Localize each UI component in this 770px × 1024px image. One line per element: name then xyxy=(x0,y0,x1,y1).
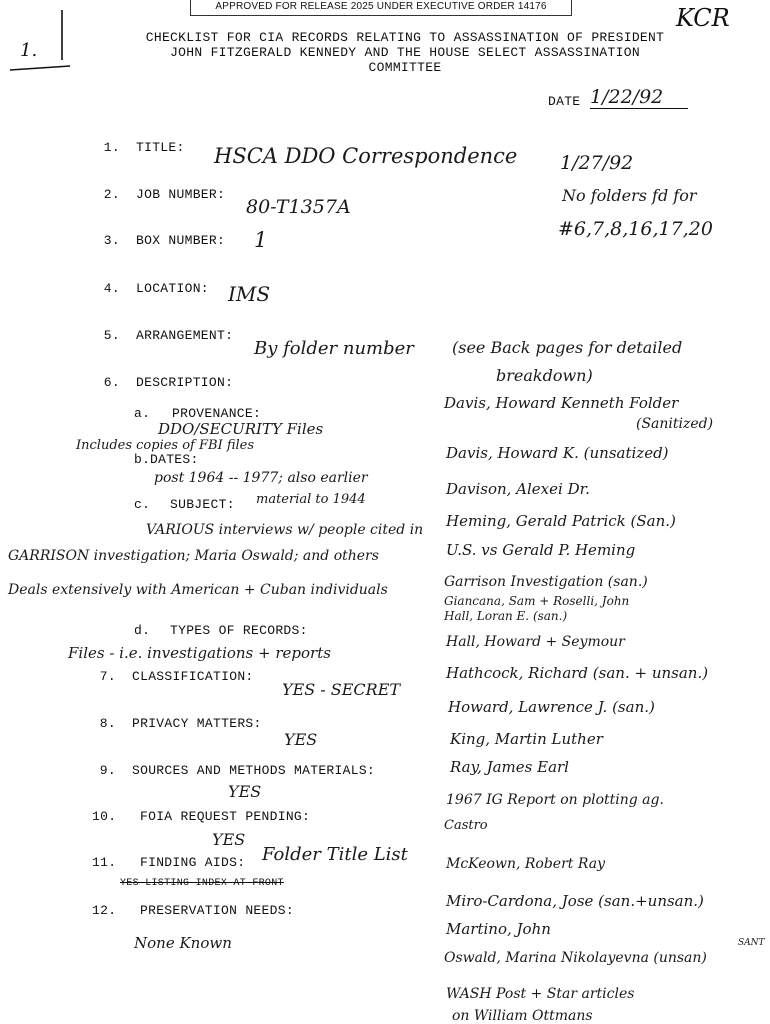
header-line-3: COMMITTEE xyxy=(368,60,442,75)
folder-list-annotation: SANT xyxy=(738,938,765,948)
box-number-value: 1 xyxy=(254,228,268,252)
subject-letter: c. xyxy=(134,497,151,512)
folder-list-item: Ray, James Earl xyxy=(450,758,569,776)
folder-list-item: Howard, Lawrence J. (san.) xyxy=(448,698,655,716)
provenance-value: DDO/SECURITY Files xyxy=(158,420,324,438)
title-value: HSCA DDO Correspondence xyxy=(214,144,518,168)
date-value: 1/22/92 xyxy=(590,86,688,109)
classification-label: CLASSIFICATION: xyxy=(132,669,254,684)
folder-list-item: Hall, Howard + Seymour xyxy=(446,634,625,650)
item-number-4: 4. xyxy=(103,281,120,296)
location-label: LOCATION: xyxy=(136,281,209,296)
sources-value: YES xyxy=(228,782,262,801)
item-number-6: 6. xyxy=(103,375,120,390)
item-number-5: 5. xyxy=(103,328,120,343)
folder-list-item: Heming, Gerald Patrick (San.) xyxy=(446,512,676,530)
folder-list-item: Miro-Cardona, Jose (san.+unsan.) xyxy=(446,892,704,910)
checklist-header xyxy=(60,30,750,75)
subject-value-2: GARRISON investigation; Maria Oswald; and others xyxy=(8,548,379,564)
title-label: TITLE: xyxy=(136,140,185,155)
folder-list-item: 1967 IG Report on plotting ag. xyxy=(446,792,664,808)
folder-list-item: WASH Post + Star articles xyxy=(446,986,635,1002)
side-note-line-2: No folders fd for xyxy=(562,186,697,205)
preservation-label: PRESERVATION NEEDS: xyxy=(140,903,294,918)
types-label: TYPES OF RECORDS: xyxy=(170,623,308,638)
item-number-10: 10. xyxy=(92,809,117,824)
item-number-7: 7. xyxy=(99,669,116,684)
foia-value: YES xyxy=(212,830,246,849)
sources-label: SOURCES AND METHODS MATERIALS: xyxy=(132,763,376,778)
header-line-2: JOHN FITZGERALD KENNEDY AND THE HOUSE SELECT ASSASSINATION xyxy=(170,45,640,60)
side-note-line-3: #6,7,8,16,17,20 xyxy=(558,218,713,240)
side-note-date: 1/27/92 xyxy=(560,152,634,174)
arrangement-value: By folder number xyxy=(254,338,414,359)
arrangement-note: (see Back pages for detailed xyxy=(452,338,683,357)
item-number-9: 9. xyxy=(99,763,116,778)
subject-value-1: VARIOUS interviews w/ people cited in xyxy=(146,522,424,538)
folder-list-item: McKeown, Robert Ray xyxy=(446,856,605,872)
item-number-3: 3. xyxy=(103,233,120,248)
privacy-value: YES xyxy=(284,730,318,749)
dates-letter: b. xyxy=(134,452,151,467)
folder-list-item: Giancana, Sam + Roselli, John xyxy=(444,594,630,608)
item-number-12: 12. xyxy=(92,903,117,918)
types-value: Files - i.e. investigations + reports xyxy=(68,644,331,662)
release-banner: APPROVED FOR RELEASE 2025 UNDER EXECUTIVE ORDER 14176 xyxy=(190,0,572,16)
arrangement-note-2: breakdown) xyxy=(496,366,593,385)
dates-value-2: material to 1944 xyxy=(256,492,366,507)
folder-list-item: Davison, Alexei Dr. xyxy=(446,480,590,498)
folder-list-item: on William Ottmans xyxy=(452,1008,593,1024)
folder-list-item: Hathcock, Richard (san. + unsan.) xyxy=(446,664,709,682)
folder-list-item: Castro xyxy=(444,818,488,833)
folder-list-item: Oswald, Marina Nikolayevna (unsan) xyxy=(444,950,707,966)
finding-aids-value: Folder Title List xyxy=(262,844,408,865)
folder-list-item: Davis, Howard Kenneth Folder xyxy=(444,394,679,412)
folder-list-item: Davis, Howard K. (unsatized) xyxy=(446,444,669,462)
item-number-8: 8. xyxy=(99,716,116,731)
subject-label: SUBJECT: xyxy=(170,497,235,512)
foia-label: FOIA REQUEST PENDING: xyxy=(140,809,311,824)
provenance-extra: Includes copies of FBI files xyxy=(76,438,255,453)
folder-list-item: (Sanitized) xyxy=(636,416,714,432)
header-line-1: CHECKLIST FOR CIA RECORDS RELATING TO ASSASSINATION OF PRESIDENT xyxy=(145,30,665,45)
item-number-2: 2. xyxy=(103,187,120,202)
finding-aids-label: FINDING AIDS: xyxy=(140,855,246,870)
location-value: IMS xyxy=(228,282,271,306)
classification-value: YES - SECRET xyxy=(282,680,401,699)
dates-value: post 1964 -- 1977; also earlier xyxy=(154,470,368,486)
page-mark: 1. xyxy=(20,40,38,61)
item-number-11: 11. xyxy=(92,855,117,870)
reviewer-initials: KCR xyxy=(676,4,730,32)
date-label: DATE xyxy=(548,94,581,109)
dates-label: DATES: xyxy=(150,452,199,467)
finding-aids-struck-text: YES LISTING INDEX AT FRONT xyxy=(120,878,284,889)
privacy-label: PRIVACY MATTERS: xyxy=(132,716,262,731)
provenance-letter: a. xyxy=(134,406,151,421)
description-label: DESCRIPTION: xyxy=(136,375,234,390)
folder-list-item: Hall, Loran E. (san.) xyxy=(444,609,568,623)
item-number-1: 1. xyxy=(103,140,120,155)
provenance-label: PROVENANCE: xyxy=(172,406,262,421)
job-number-label: JOB NUMBER: xyxy=(136,187,226,202)
job-number-value: 80-T1357A xyxy=(246,196,351,218)
subject-value-3: Deals extensively with American + Cuban individuals xyxy=(8,582,388,598)
folder-list-item: King, Martin Luther xyxy=(450,730,603,748)
box-number-label: BOX NUMBER: xyxy=(136,233,226,248)
arrangement-label: ARRANGEMENT: xyxy=(136,328,234,343)
folder-list-item: U.S. vs Gerald P. Heming xyxy=(446,541,636,559)
folder-list-item: Martino, John xyxy=(446,920,551,938)
folder-list-item: Garrison Investigation (san.) xyxy=(444,574,648,590)
types-letter: d. xyxy=(134,623,151,638)
preservation-value: None Known xyxy=(134,934,232,952)
